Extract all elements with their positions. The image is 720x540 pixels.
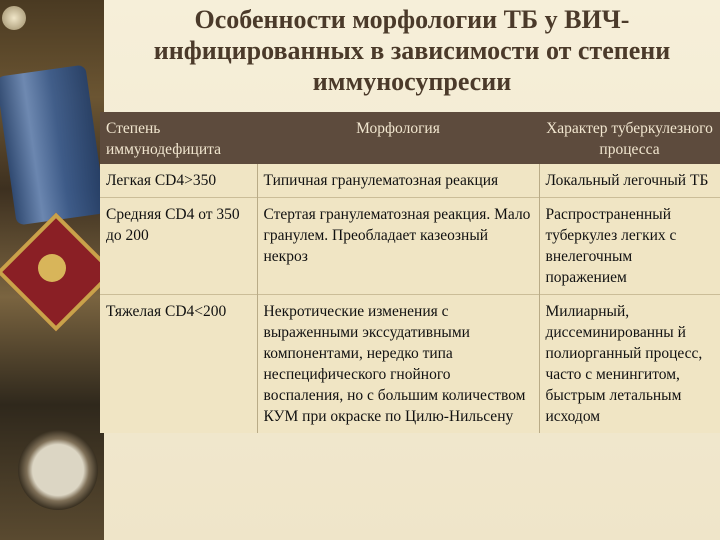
table-row xyxy=(100,198,720,295)
cell-morphology: Типичная гранулематозная реакция xyxy=(257,164,539,198)
cell-morphology: Стертая гранулематозная реакция. Мало гранулем. Преобладает казеозный некроз xyxy=(257,198,539,295)
cell-process: Милиарный, диссеминированны й полиорганный процесс, часто с менингитом, быстрым летальным исходом xyxy=(539,295,720,434)
title-line-3: иммуносупресии xyxy=(312,67,512,96)
header-process: Характер туберкулезного процесса xyxy=(539,112,720,164)
cell-degree: Средняя CD4 от 350 до 200 xyxy=(100,198,257,295)
table-row xyxy=(100,295,720,434)
title-line-2: инфицированных в зависимости от степени xyxy=(153,36,671,65)
cell-process: Локальный легочный ТБ xyxy=(539,164,720,198)
ribbon-image xyxy=(0,64,104,225)
slide-title xyxy=(104,4,720,97)
title-line-1: Особенности морфологии ТБ у ВИЧ- xyxy=(194,5,630,34)
cell-degree: Тяжелая CD4<200 xyxy=(100,295,257,434)
cell-process: Распространенный туберкулез легких с внелегочным поражением xyxy=(539,198,720,295)
pin-icon xyxy=(2,6,26,30)
header-immunodeficiency: Степень иммунодефицита xyxy=(100,112,257,164)
decorative-photo-strip xyxy=(0,0,104,540)
cell-morphology: Некротические изменения с выраженными экссудативными компонентами, нередко типа неспецифического гнойного воспаления, но с большим количеством КУМ при окраске по Цилю-Нильсену xyxy=(257,295,539,434)
compass-image xyxy=(18,430,98,510)
cell-degree: Легкая CD4>350 xyxy=(100,164,257,198)
table-header-row xyxy=(100,112,720,164)
morphology-table xyxy=(100,112,720,433)
table-row xyxy=(100,164,720,198)
medal-center-image xyxy=(38,254,66,282)
header-morphology: Морфология xyxy=(257,112,539,164)
